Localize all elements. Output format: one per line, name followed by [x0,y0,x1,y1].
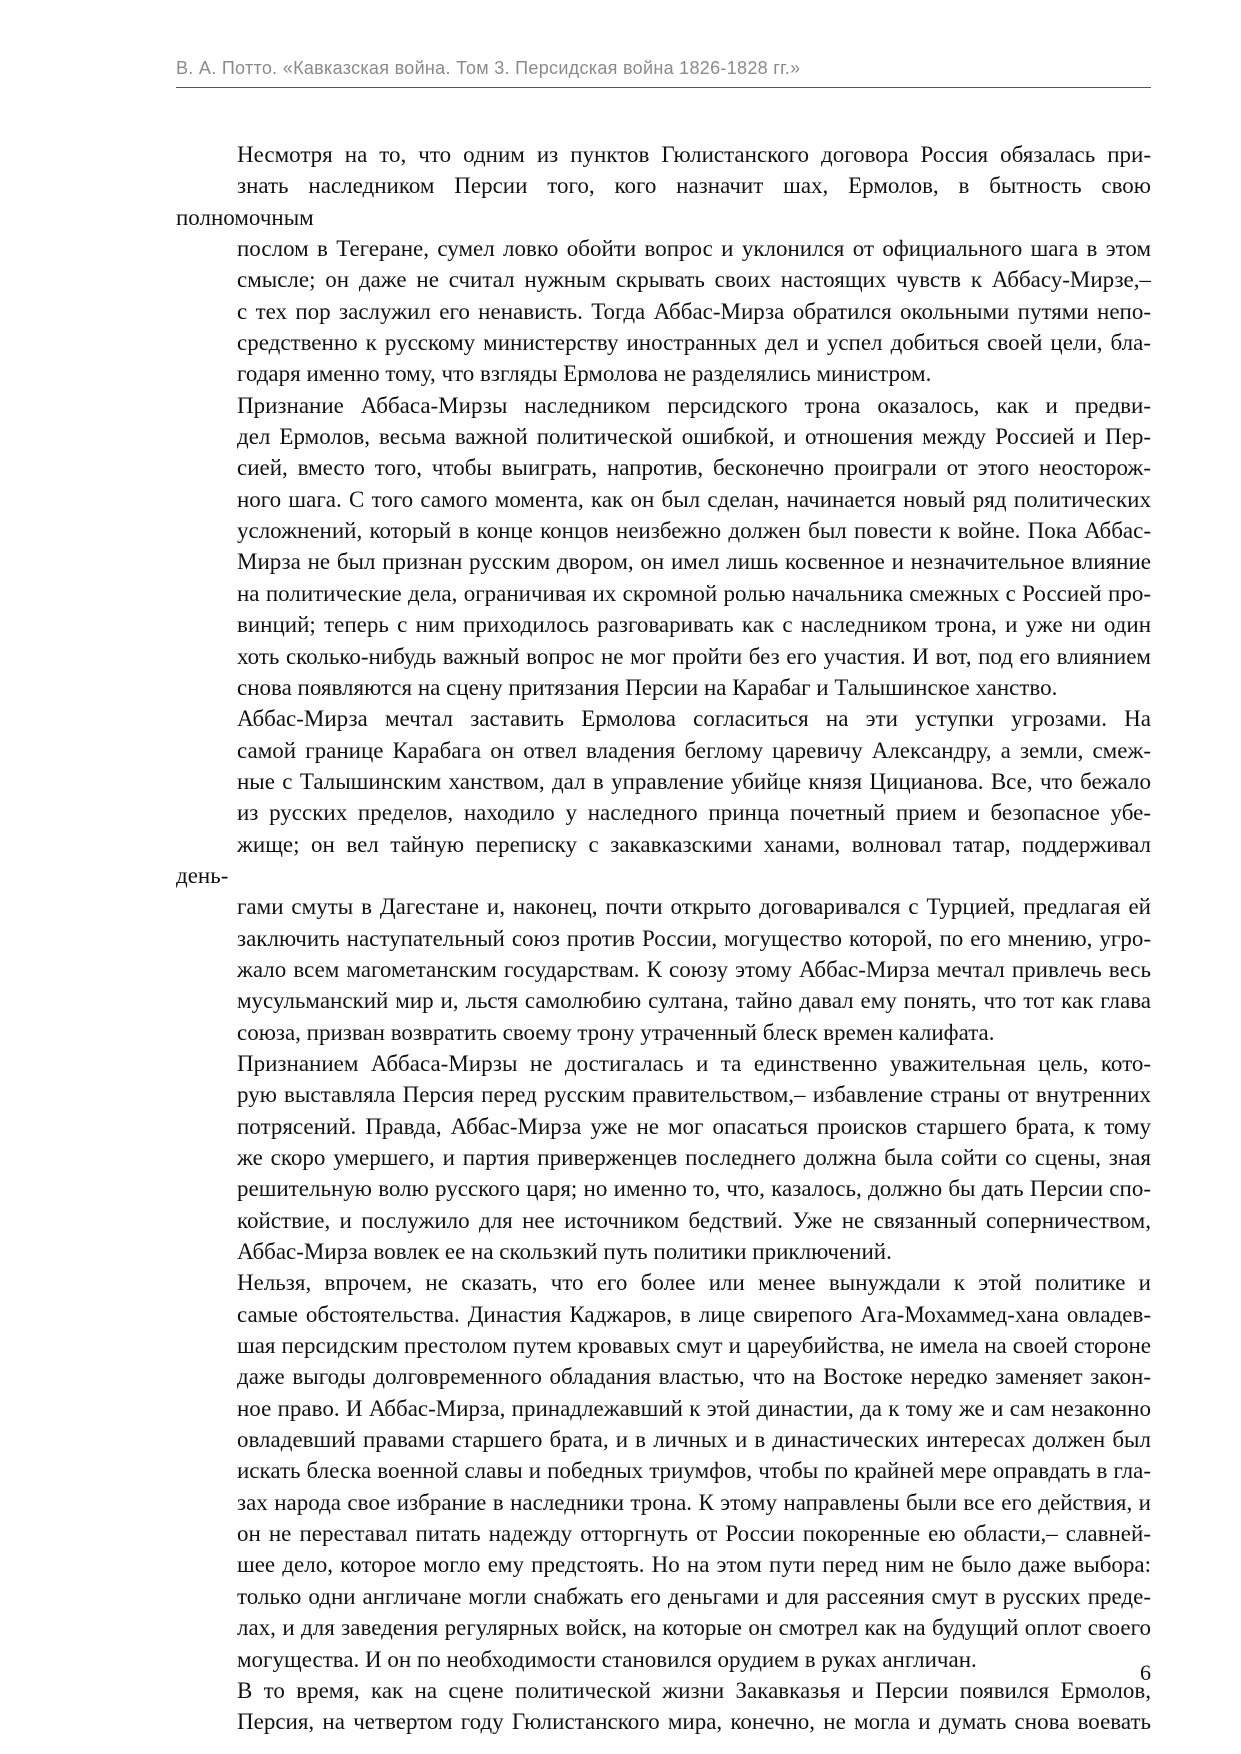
paragraph-3 [176,703,1151,1048]
text-line: союза, призван возвратить своему трону утраченный блеск времен калифата. [237,1019,995,1045]
text-line: рую выставляла Персия перед русским правительством,– избавление страны от внутренних [237,1082,1151,1108]
text-line: Аббас-Мирза мечтал заставить Ермолова согласиться на эти уступки угрозами. На [237,706,1151,732]
header-rule [176,87,1151,88]
text-line: даже выгоды долговременного обладания властью, что на Востоке нередко заменяет закон- [237,1364,1151,1390]
paragraph-1 [176,139,1151,390]
text-line: из русских пределов, находило у наследного принца почетный прием и безопасное убе- [237,800,1151,826]
text-line: Аббас-Мирза вовлек ее на скользкий путь политики приключений. [237,1239,892,1265]
text-line: хоть сколько-нибудь важный вопрос не мог пройти без его участия. И вот, под его влиянием [237,643,1151,669]
text-line: смысле; он даже не считал нужным скрывать своих настоящих чувств к Аббасу-Мирзе,– [237,267,1151,293]
text-line: снова появляются на сцену притязания Персии на Карабаг и Талышинское ханство. [237,674,1058,700]
text-line: жище; он вел тайную переписку с закавказскими ханами, волновал татар, поддерживал день- [176,831,1151,888]
text-line: с тех пор заслужил его ненависть. Тогда Аббас-Мирза обратился окольными путями непо- [237,298,1151,324]
text-line: искать блеска военной славы и победных триумфов, чтобы по крайней мере оправдать в гла- [237,1458,1151,1484]
text-line: самые обстоятельства. Династия Каджаров, в лице свирепого Ага-Мохаммед-хана овладев- [237,1301,1151,1327]
text-line: Признанием Аббаса-Мирзы не достигалась и та единственно уважительная цель, кото- [237,1050,1151,1076]
paragraph-2 [176,390,1151,703]
paragraph-6 [176,1675,1151,1738]
text-line: шая персидским престолом путем кровавых смут и цареубийства, не имела на своей стороне [237,1333,1151,1359]
text-line: ное право. И Аббас-Мирза, принадлежавший к этой династии, да к тому же и сам незаконно [237,1395,1151,1421]
text-line: только одни англичане могли снабжать его деньгами и для рассеяния смут в русских преде- [237,1583,1151,1609]
paragraph-5 [176,1267,1151,1674]
text-line: самой границе Карабага он отвел владения беглому царевичу Александру, а земли, смеж- [237,737,1151,763]
running-header: В. А. Потто. «Кавказская война. Том 3. Персидская война 1826-1828 гг.» [176,58,801,78]
text-line: средственно к русскому министерству иностранных дел и успел добиться своей цели, бла- [237,330,1151,356]
text-line: койствие, и послужило для нее источником бедствий. Уже не связанный соперничеством, [237,1207,1151,1233]
text-line: В то время, как на сцене политической жизни Закавказья и Персии появился Ермолов, [237,1677,1151,1703]
text-line: знать наследником Персии того, кого назначит шах, Ермолов, в бытность свою полномочным [176,173,1151,230]
text-line: лах, и для заведения регулярных войск, на которые он смотрел как на будущий оплот своего [237,1615,1151,1641]
text-line: сией, вместо того, чтобы выиграть, напротив, бесконечно проиграли от этого неосторож- [237,455,1151,481]
text-line: он не переставал питать надежду отторгнуть от России покоренные ею области,– славней- [237,1521,1151,1547]
text-line: потрясений. Правда, Аббас-Мирза уже не мог опасаться происков старшего брата, к тому [237,1113,1151,1139]
text-line: овладевший правами старшего брата, и в личных и в династических интересах должен был [237,1427,1151,1453]
text-line: усложнений, который в конце концов неизбежно должен был повести к войне. Пока Аббас- [237,518,1151,544]
text-line: же скоро умершего, и партия приверженцев последнего должна была сойти со сцены, зная [237,1145,1151,1170]
text-line: мусульманский мир и, льстя самолюбию султана, тайно давал ему понять, что тот как глава [237,988,1151,1014]
text-line: винций; теперь с ним приходилось разговаривать как с наследником трона, и уже ни один [237,612,1151,638]
text-line: послом в Тегеране, сумел ловко обойти вопрос и уклонился от официального шага в этом [237,236,1151,262]
text-line: Персия, на четвертом году Гюлистанского мира, конечно, не могла и думать снова воевать [237,1709,1151,1735]
body-text [176,139,1151,1738]
text-line: ные с Талышинским ханством, дал в управление убийце князя Цицианова. Все, что бежало [237,768,1151,794]
paragraph-4 [176,1048,1151,1267]
text-line: Нельзя, впрочем, не сказать, что его более или менее вынуждали к этой политике и [237,1270,1151,1296]
text-line: заключить наступательный союз против России, могущество которой, по его мнению, угро- [237,925,1151,951]
text-line: зах народа свое избрание в наследники трона. К этому направлены были все его действия, и [237,1489,1151,1515]
text-line: Признание Аббаса-Мирзы наследником персидского трона оказалось, как и предви- [237,392,1151,418]
text-line: шее дело, которое могло ему предстоять. Но на этом пути перед ним не было даже выбора: [237,1552,1151,1578]
text-line: могущества. И он по необходимости становился орудием в руках англичан. [237,1646,977,1672]
text-line: решительную волю русского царя; но именно то, что, казалось, должно бы дать Персии спо- [237,1176,1151,1202]
text-line: жало всем магометанским государствам. К союзу этому Аббас-Мирза мечтал привлечь весь [237,956,1151,982]
text-line: годаря именно тому, что взгляды Ермолова не разделялись министром. [237,361,932,387]
text-line: Несмотря на то, что одним из пунктов Гюлистанского договора Россия обязалась при- [237,142,1151,167]
text-line: на политические дела, ограничивая их скромной ролью начальника смежных с Россией про- [237,580,1151,606]
text-line: Мирза не был признан русским двором, он имел лишь косвенное и незначительное влияние [237,549,1151,575]
page-number: 6 [1140,1660,1151,1685]
text-line: ного шага. С того самого момента, как он был сделан, начинается новый ряд политических [237,486,1151,512]
text-line: гами смуты в Дагестане и, наконец, почти открыто договаривался с Турцией, предлагая ей [237,894,1151,920]
text-line: дел Ермолов, весьма важной политической ошибкой, и отношения между Россией и Пер- [237,424,1151,450]
